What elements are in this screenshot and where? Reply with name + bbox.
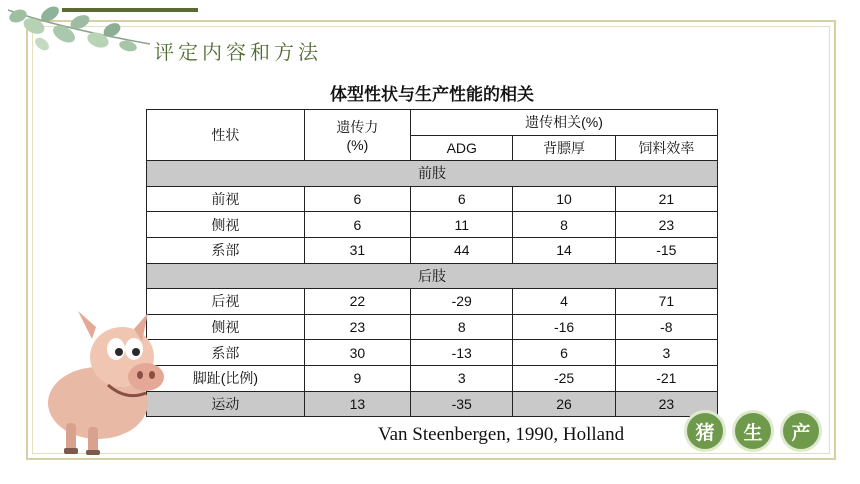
- cell-heritability: 30: [304, 340, 410, 366]
- cell-feed-efficiency: 71: [615, 289, 717, 315]
- cell-trait: 脚趾(比例): [147, 365, 305, 391]
- cell-heritability: 23: [304, 314, 410, 340]
- group-label-forelimb: 前肢: [147, 161, 718, 187]
- table-row: [147, 237, 718, 263]
- cell-feed-efficiency: 23: [615, 212, 717, 238]
- cell-trait: 运动: [147, 391, 305, 417]
- cell-heritability: 31: [304, 237, 410, 263]
- cell-heritability: 6: [304, 186, 410, 212]
- subheader-feed-efficiency: 饲料效率: [615, 135, 717, 161]
- cell-backfat: 26: [513, 391, 615, 417]
- cell-backfat: -16: [513, 314, 615, 340]
- badge-pig: 猪: [684, 410, 726, 452]
- cell-trait: 系部: [147, 340, 305, 366]
- cell-heritability: 22: [304, 289, 410, 315]
- subheader-adg: ADG: [411, 135, 513, 161]
- cell-adg: 11: [411, 212, 513, 238]
- cell-adg: -35: [411, 391, 513, 417]
- cell-backfat: 10: [513, 186, 615, 212]
- cell-trait: 系部: [147, 237, 305, 263]
- table-row: [147, 340, 718, 366]
- cell-feed-efficiency: 3: [615, 340, 717, 366]
- cell-heritability: 6: [304, 212, 410, 238]
- eucalyptus-leaves-decoration: [0, 0, 170, 70]
- cell-trait: 后视: [147, 289, 305, 315]
- cell-feed-efficiency: 23: [615, 391, 717, 417]
- cell-backfat: 4: [513, 289, 615, 315]
- table-header-row: [147, 110, 718, 136]
- cell-heritability: 9: [304, 365, 410, 391]
- correlation-table: [146, 109, 718, 417]
- table-row: [147, 365, 718, 391]
- group-label-hindlimb: 后肢: [147, 263, 718, 289]
- cartoon-pig-illustration: [36, 305, 176, 455]
- table-row-movement: [147, 391, 718, 417]
- cell-backfat: 14: [513, 237, 615, 263]
- header-heritability-line1: 遗传力: [336, 119, 379, 136]
- subheader-backfat: 背膘厚: [513, 135, 615, 161]
- cell-backfat: 8: [513, 212, 615, 238]
- badge-raise: 生: [732, 410, 774, 452]
- group-row-forelimb: [147, 161, 718, 187]
- cell-adg: -13: [411, 340, 513, 366]
- cell-feed-efficiency: 21: [615, 186, 717, 212]
- header-trait: 性状: [147, 110, 305, 161]
- cell-adg: -29: [411, 289, 513, 315]
- group-row-hindlimb: [147, 263, 718, 289]
- badge-produce: 产: [780, 410, 822, 452]
- header-heritability-line2: (%): [346, 137, 369, 154]
- cell-trait: 侧视: [147, 314, 305, 340]
- header-heritability: [304, 110, 410, 161]
- table-row: [147, 186, 718, 212]
- cell-trait: 前视: [147, 186, 305, 212]
- table-row: [147, 289, 718, 315]
- cell-adg: 8: [411, 314, 513, 340]
- cell-backfat: -25: [513, 365, 615, 391]
- cell-adg: 3: [411, 365, 513, 391]
- header-genetic-correlation: 遗传相关(%): [411, 110, 718, 136]
- cell-feed-efficiency: -15: [615, 237, 717, 263]
- cell-adg: 44: [411, 237, 513, 263]
- cell-feed-efficiency: -21: [615, 365, 717, 391]
- table-title: 体型性状与生产性能的相关: [330, 85, 534, 105]
- cell-adg: 6: [411, 186, 513, 212]
- table-row: [147, 314, 718, 340]
- cell-trait: 侧视: [147, 212, 305, 238]
- table-row: [147, 212, 718, 238]
- section-title: 评定内容和方法: [154, 40, 322, 64]
- cell-heritability: 13: [304, 391, 410, 417]
- citation: Van Steenbergen, 1990, Holland: [378, 424, 625, 445]
- cell-feed-efficiency: -8: [615, 314, 717, 340]
- cell-backfat: 6: [513, 340, 615, 366]
